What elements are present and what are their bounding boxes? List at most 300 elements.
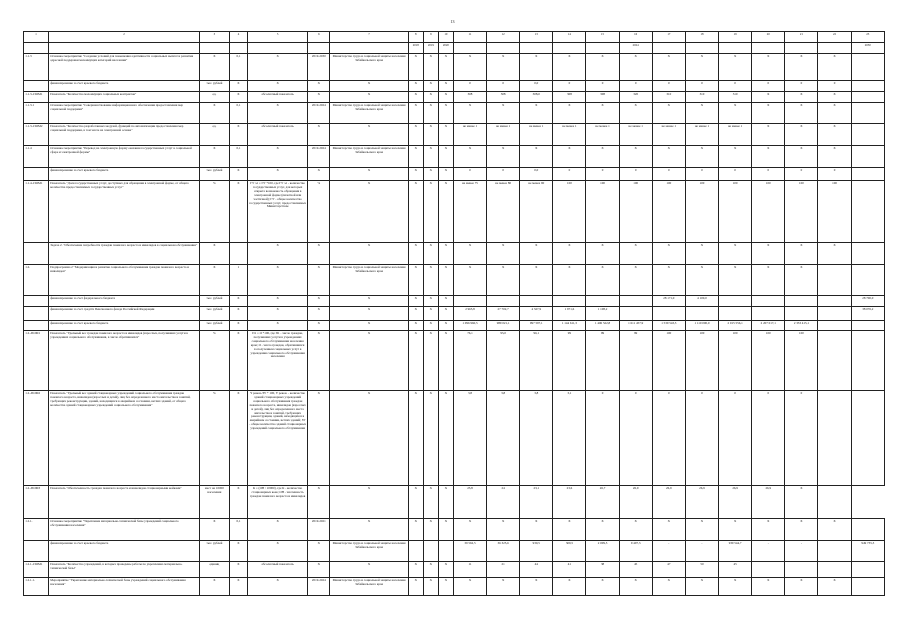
value-cell: X bbox=[619, 265, 652, 296]
value-cell: X bbox=[308, 307, 330, 321]
value-cell: 100 bbox=[752, 331, 785, 391]
row-code-cell: 1.2.1.1. bbox=[24, 578, 49, 596]
row-code-cell bbox=[24, 541, 49, 562]
value-cell: X bbox=[487, 265, 520, 296]
value-cell: X bbox=[785, 519, 818, 541]
value-cell: X bbox=[423, 321, 438, 331]
row-title-cell: Показатель "Доля государственных услуг, доступных для обращения в электронной форме, от общего количества предоставляемых государственных услуг" bbox=[49, 181, 200, 243]
value-cell: 27 702,7 bbox=[487, 307, 520, 321]
header-cell: 23 bbox=[851, 32, 884, 43]
value-cell: X bbox=[308, 296, 330, 307]
value-cell: X bbox=[685, 54, 718, 81]
value-cell: П1 = О *100, где П1 - число граждан, получивших услуги в учреждениях социального обслуживания населения края; О - число граждан, обратившихся за получением социальных услуг в учреждения социального обслуживания населения bbox=[248, 331, 308, 391]
value-cell: не менее 80 bbox=[487, 181, 520, 243]
value-cell: X bbox=[229, 168, 247, 181]
value-cell: 23,6 bbox=[553, 486, 586, 519]
value-cell: X bbox=[199, 265, 229, 296]
value-cell: 0 bbox=[453, 168, 486, 181]
value-cell: X bbox=[308, 265, 330, 296]
value-cell bbox=[719, 307, 752, 321]
value-cell: X bbox=[520, 103, 553, 124]
value-cell bbox=[851, 519, 884, 541]
value-cell: X bbox=[818, 519, 851, 541]
value-cell: X bbox=[652, 265, 685, 296]
value-cell: X bbox=[308, 541, 330, 562]
value-cell: X bbox=[408, 562, 423, 578]
header-cell: 11 bbox=[453, 32, 486, 43]
value-cell: К = (ОН / 10000), где К - количество стационарных коек; ОН - численность граждан пожилого возраста и инвалидов bbox=[248, 486, 308, 519]
value-cell bbox=[851, 181, 884, 243]
value-cell bbox=[851, 321, 884, 331]
row-title-cell: финансирование за счет краевого бюджета bbox=[49, 541, 200, 562]
value-cell: X bbox=[652, 578, 685, 596]
value-cell: X bbox=[408, 146, 423, 168]
value-cell: 0 bbox=[586, 391, 619, 486]
row-title-cell: Мероприятие "Укрепление материально-технической базы учреждений социального обслуживания населения" bbox=[49, 578, 200, 596]
table-row bbox=[24, 81, 885, 92]
value-cell: 50 bbox=[685, 562, 718, 578]
value-cell: X bbox=[248, 54, 308, 81]
value-cell: 100 bbox=[619, 181, 652, 243]
value-cell: 997 597,1 bbox=[520, 321, 553, 331]
table-row bbox=[24, 578, 885, 596]
value-cell: X bbox=[408, 181, 423, 243]
value-cell bbox=[851, 103, 884, 124]
value-cell bbox=[851, 81, 884, 92]
value-cell: 9 497,3 bbox=[619, 541, 652, 562]
row-title-cell: Показатель "Обеспеченность граждан пожилого возраста и инвалидов стационарными койками" bbox=[49, 486, 200, 519]
value-cell: X bbox=[229, 562, 247, 578]
table-row bbox=[24, 103, 885, 124]
table-row bbox=[24, 124, 885, 146]
value-cell: X bbox=[408, 92, 423, 103]
table-row bbox=[24, 168, 885, 181]
value-cell: X bbox=[785, 92, 818, 103]
value-cell: X bbox=[408, 486, 423, 519]
header-cell: 10 bbox=[438, 32, 453, 43]
value-cell: X bbox=[229, 391, 247, 486]
value-cell: X bbox=[229, 578, 247, 596]
value-cell: X bbox=[818, 146, 851, 168]
header-cell: 17 bbox=[652, 32, 685, 43]
value-cell bbox=[719, 296, 752, 307]
value-cell: X bbox=[553, 265, 586, 296]
value-cell: ГУ эл = ГУ *100, где ГУ эл - количество государственных услуг, для которых открыта возможность обращения в электронной форме (пилотной или частичной); ГУ - общее количество государственных услуг, предоставляемых Министерством bbox=[248, 181, 308, 243]
value-cell: 100 bbox=[818, 181, 851, 243]
value-cell: X bbox=[330, 81, 408, 92]
value-cell: X bbox=[248, 307, 308, 321]
value-cell: Министерство труда и социальной защиты населения Забайкальского края bbox=[330, 265, 408, 296]
value-cell: X bbox=[423, 331, 438, 391]
value-cell: X bbox=[330, 168, 408, 181]
header-cell bbox=[199, 43, 229, 54]
value-cell: 2 015 556,1 bbox=[719, 321, 752, 331]
header-cell bbox=[785, 43, 818, 54]
value-cell: X bbox=[423, 391, 438, 486]
value-cell: 26,9 bbox=[752, 486, 785, 519]
value-cell: 0 bbox=[652, 168, 685, 181]
header-cell bbox=[520, 43, 553, 54]
value-cell: X bbox=[520, 578, 553, 596]
value-cell: X bbox=[330, 562, 408, 578]
value-cell: 0 bbox=[719, 168, 752, 181]
value-cell: 3,8 bbox=[487, 391, 520, 486]
value-cell: X bbox=[408, 243, 423, 265]
header-cell bbox=[652, 43, 685, 54]
value-cell: тыс. рублей bbox=[199, 81, 229, 92]
value-cell: 2019-2024 bbox=[308, 103, 330, 124]
value-cell: X bbox=[229, 321, 247, 331]
row-code-cell: 1.1.3 bbox=[24, 54, 49, 81]
value-cell: X bbox=[438, 243, 453, 265]
value-cell: X bbox=[438, 81, 453, 92]
value-cell: X bbox=[487, 578, 520, 596]
value-cell: X bbox=[586, 519, 619, 541]
value-cell: 308 bbox=[453, 92, 486, 103]
value-cell: X bbox=[785, 486, 818, 519]
value-cell bbox=[851, 331, 884, 391]
table-row bbox=[24, 296, 885, 307]
value-cell: X bbox=[752, 519, 785, 541]
value-cell: X bbox=[520, 146, 553, 168]
value-cell bbox=[553, 296, 586, 307]
value-cell: 0,1 bbox=[229, 519, 247, 541]
value-cell: X bbox=[652, 103, 685, 124]
value-cell: 0 bbox=[553, 168, 586, 181]
value-cell: X bbox=[423, 181, 438, 243]
value-cell: 1 110 000,0 bbox=[685, 321, 718, 331]
header-cell: 4 bbox=[229, 32, 247, 43]
value-cell: X bbox=[438, 181, 453, 243]
value-cell: 100 bbox=[586, 181, 619, 243]
value-cell bbox=[851, 562, 884, 578]
value-cell: X bbox=[453, 578, 486, 596]
value-cell: X bbox=[438, 124, 453, 146]
row-code-cell: 1.2.-ПОМ2 bbox=[24, 391, 49, 486]
value-cell: X bbox=[199, 243, 229, 265]
value-cell: 949 735,3 bbox=[851, 541, 884, 562]
value-cell: 45 bbox=[719, 562, 752, 578]
value-cell: X bbox=[423, 81, 438, 92]
value-cell: не менее 1 bbox=[586, 124, 619, 146]
value-cell: не менее 75 bbox=[453, 181, 486, 243]
value-cell: X bbox=[330, 321, 408, 331]
value-cell: X bbox=[438, 103, 453, 124]
value-cell bbox=[785, 562, 818, 578]
header-cell bbox=[308, 43, 330, 54]
value-cell: X bbox=[408, 296, 423, 307]
value-cell: X bbox=[619, 54, 652, 81]
value-cell: X bbox=[453, 243, 486, 265]
value-cell: X bbox=[652, 54, 685, 81]
row-code-cell: 1.1.3.-ПОМ2 bbox=[24, 124, 49, 146]
value-cell: X bbox=[752, 124, 785, 146]
value-cell: 100 bbox=[652, 331, 685, 391]
value-cell: - bbox=[652, 541, 685, 562]
value-cell: X bbox=[423, 54, 438, 81]
value-cell: X bbox=[719, 103, 752, 124]
value-cell bbox=[851, 168, 884, 181]
value-cell: 310 bbox=[652, 92, 685, 103]
value-cell: X bbox=[423, 265, 438, 296]
header-cell: 6 bbox=[308, 32, 330, 43]
value-cell: 2019-2024 bbox=[308, 146, 330, 168]
value-cell: X bbox=[308, 331, 330, 391]
value-cell: X bbox=[487, 243, 520, 265]
value-cell: X bbox=[308, 124, 330, 146]
value-cell: не менее 1 bbox=[619, 124, 652, 146]
value-cell: X bbox=[752, 265, 785, 296]
value-cell: X bbox=[408, 168, 423, 181]
value-cell bbox=[818, 265, 851, 296]
header-cell: 19 bbox=[719, 32, 752, 43]
value-cell: X bbox=[330, 519, 408, 541]
value-cell bbox=[818, 486, 851, 519]
row-code-cell bbox=[24, 243, 49, 265]
value-cell: X bbox=[818, 103, 851, 124]
value-cell: X bbox=[553, 519, 586, 541]
value-cell: X bbox=[553, 103, 586, 124]
value-cell: X bbox=[229, 124, 247, 146]
header-cell: 2018 bbox=[408, 43, 423, 54]
value-cell: X bbox=[199, 146, 229, 168]
value-cell bbox=[818, 562, 851, 578]
value-cell: X bbox=[330, 486, 408, 519]
value-cell: X bbox=[453, 54, 486, 81]
value-cell bbox=[752, 296, 785, 307]
row-title-cell: Показатель "Удельный вес граждан пожилого возраста и инвалидов (взрослых, получивших услуги в учреждениях социального обслуживания, в числе обратившихся" bbox=[49, 331, 200, 391]
value-cell: X bbox=[308, 92, 330, 103]
value-cell: X bbox=[408, 103, 423, 124]
value-cell: X bbox=[719, 265, 752, 296]
value-cell bbox=[818, 541, 851, 562]
value-cell: X bbox=[308, 81, 330, 92]
value-cell: X bbox=[408, 81, 423, 92]
value-cell: 100 bbox=[785, 331, 818, 391]
value-cell: X bbox=[619, 578, 652, 596]
value-cell: X bbox=[308, 243, 330, 265]
row-title-cell: Задача 2. "Обеспечение потребности граждан пожилого возраста и инвалидов в социальном обслуживании" bbox=[49, 243, 200, 265]
value-cell: 47 bbox=[652, 562, 685, 578]
table-row bbox=[24, 486, 885, 519]
value-cell: X bbox=[553, 578, 586, 596]
row-code-cell: 1.2.1.-ПОМ1 bbox=[24, 562, 49, 578]
value-cell bbox=[487, 296, 520, 307]
value-cell: 11 bbox=[453, 562, 486, 578]
value-cell: X bbox=[438, 578, 453, 596]
table-row bbox=[24, 541, 885, 562]
value-cell bbox=[229, 243, 247, 265]
value-cell bbox=[453, 296, 486, 307]
value-cell: X bbox=[438, 486, 453, 519]
row-title-cell: финансирование за счет краевого бюджета bbox=[49, 321, 200, 331]
value-cell: X bbox=[785, 243, 818, 265]
value-cell bbox=[851, 54, 884, 81]
header-cell bbox=[818, 43, 851, 54]
value-cell: X bbox=[520, 243, 553, 265]
value-cell: X bbox=[423, 243, 438, 265]
value-cell: 1 539 543,3 bbox=[652, 321, 685, 331]
value-cell: X bbox=[330, 124, 408, 146]
value-cell: X bbox=[248, 519, 308, 541]
header-cell: 7 bbox=[330, 32, 408, 43]
header-cell: 22 bbox=[818, 32, 851, 43]
header-cell: 21 bbox=[785, 32, 818, 43]
row-title-cell: Основное мероприятие "Создание условий для повышения адаптивности социальных выплат и развития адресной поддержки малоимущих категорий населения" bbox=[49, 54, 200, 81]
value-cell: 99 bbox=[586, 331, 619, 391]
value-cell: X bbox=[199, 519, 229, 541]
value-cell: X bbox=[487, 103, 520, 124]
value-cell: X bbox=[487, 54, 520, 81]
value-cell: 96,1 bbox=[520, 331, 553, 391]
value-cell: 41 bbox=[553, 562, 586, 578]
value-cell: X bbox=[586, 265, 619, 296]
value-cell: X bbox=[423, 307, 438, 321]
row-title-cell: Основное мероприятие "Перевод на электронную форму оказания государственных услуг в социальной сфере и электронной формы" bbox=[49, 146, 200, 168]
value-cell: X bbox=[438, 321, 453, 331]
value-cell: X bbox=[719, 243, 752, 265]
value-cell: X bbox=[785, 578, 818, 596]
value-cell: X bbox=[408, 331, 423, 391]
row-title-cell: финансирование за счет краевого бюджета bbox=[49, 81, 200, 92]
value-cell: X bbox=[438, 331, 453, 391]
row-code-cell: 1.1.4.-ПОМ1 bbox=[24, 181, 49, 243]
header-cell: 13 bbox=[520, 32, 553, 43]
value-cell: X bbox=[685, 265, 718, 296]
value-cell: X bbox=[408, 265, 423, 296]
value-cell: X bbox=[423, 486, 438, 519]
value-cell: X bbox=[229, 181, 247, 243]
value-cell: X bbox=[586, 578, 619, 596]
value-cell: X bbox=[487, 519, 520, 541]
value-cell: X bbox=[438, 54, 453, 81]
page-number: 13 bbox=[450, 19, 455, 24]
value-cell: X bbox=[330, 307, 408, 321]
value-cell: 310 bbox=[719, 92, 752, 103]
value-cell: X bbox=[248, 103, 308, 124]
table-row bbox=[24, 54, 885, 81]
value-cell: X bbox=[308, 486, 330, 519]
value-cell: 0 bbox=[785, 168, 818, 181]
value-cell: X bbox=[408, 307, 423, 321]
value-cell: X bbox=[229, 307, 247, 321]
value-cell: X bbox=[453, 103, 486, 124]
value-cell: 0 bbox=[785, 391, 818, 486]
value-cell: X bbox=[199, 54, 229, 81]
value-cell: 93,0 bbox=[487, 331, 520, 391]
value-cell: X bbox=[330, 391, 408, 486]
value-cell: X bbox=[438, 265, 453, 296]
value-cell: X bbox=[423, 92, 438, 103]
row-title-cell: Показатель "Удельный вес зданий стационарных учреждений социального обслуживания граждан пожилого возраста, инвалидов (взрослых и детей), лиц без определенного места жительства и занятий, требующих реконструкции, зданий, находящихся в аварийном состоянии, ветхих зданий, от общего количества зданий стационарных учреждений социального обслуживания" bbox=[49, 391, 200, 486]
value-cell: 23,8 bbox=[453, 486, 486, 519]
table-row bbox=[24, 321, 885, 331]
value-cell: 2019-2024 bbox=[308, 578, 330, 596]
header-cell bbox=[553, 43, 586, 54]
value-cell: X bbox=[553, 243, 586, 265]
value-cell: X bbox=[423, 296, 438, 307]
value-cell bbox=[752, 307, 785, 321]
value-cell bbox=[619, 296, 652, 307]
value-cell: не менее 1 bbox=[453, 124, 486, 146]
value-cell: не менее 1 bbox=[652, 124, 685, 146]
value-cell: 0 bbox=[487, 168, 520, 181]
value-cell: не менее 1 bbox=[487, 124, 520, 146]
value-cell: 0 bbox=[685, 81, 718, 92]
value-cell: X bbox=[553, 54, 586, 81]
value-cell: 0 bbox=[752, 391, 785, 486]
value-cell: X bbox=[719, 54, 752, 81]
value-cell: X bbox=[330, 181, 408, 243]
value-cell: X bbox=[423, 562, 438, 578]
row-title-cell: Основное мероприятие "Укрепление материально-технической базы учреждений социального обслуживания населения" bbox=[49, 519, 200, 541]
header-cell: 3 bbox=[199, 32, 229, 43]
value-cell: X bbox=[229, 81, 247, 92]
value-cell: 100 bbox=[752, 181, 785, 243]
value-cell: не менее 1 bbox=[719, 124, 752, 146]
value-cell: X bbox=[553, 146, 586, 168]
value-cell: X bbox=[330, 92, 408, 103]
value-cell: X bbox=[438, 307, 453, 321]
value-cell: X bbox=[423, 103, 438, 124]
value-cell: X bbox=[818, 243, 851, 265]
value-cell: X bbox=[248, 243, 308, 265]
row-code-cell bbox=[24, 296, 49, 307]
value-cell: ед. bbox=[199, 92, 229, 103]
value-cell: X bbox=[229, 486, 247, 519]
table-row bbox=[24, 181, 885, 243]
row-code-cell: 1.2.-ПОМ1 bbox=[24, 331, 49, 391]
value-cell: X bbox=[685, 146, 718, 168]
value-cell: Министерство труда и социальной защиты населения Забайкальского края bbox=[330, 103, 408, 124]
value-cell: X bbox=[752, 243, 785, 265]
header-cell: 1 bbox=[24, 32, 49, 43]
value-cell: X bbox=[308, 562, 330, 578]
header-cell bbox=[330, 43, 408, 54]
row-title-cell: финансирование за счет средств Пенсионного фонда Российской Федерации bbox=[49, 307, 200, 321]
value-cell: X bbox=[229, 296, 247, 307]
value-cell: 1 144 611,3 bbox=[553, 321, 586, 331]
header-cell: 20 bbox=[752, 32, 785, 43]
value-cell: 939 544,7 bbox=[719, 541, 752, 562]
header-cell bbox=[229, 43, 247, 54]
value-cell: X bbox=[785, 103, 818, 124]
value-cell bbox=[851, 578, 884, 596]
value-cell: X bbox=[438, 92, 453, 103]
header-cell: 18 bbox=[685, 32, 718, 43]
value-cell: X bbox=[652, 243, 685, 265]
value-cell: X bbox=[818, 92, 851, 103]
value-cell: 99 bbox=[553, 331, 586, 391]
value-cell: - bbox=[685, 541, 718, 562]
value-cell: X bbox=[248, 578, 308, 596]
value-cell bbox=[818, 331, 851, 391]
value-cell: 100 bbox=[685, 331, 718, 391]
value-cell: тыс. рублей bbox=[199, 168, 229, 181]
value-cell: 2 009,5 bbox=[586, 541, 619, 562]
value-cell: 0 bbox=[752, 168, 785, 181]
value-cell: X bbox=[308, 168, 330, 181]
value-cell: 0 bbox=[619, 391, 652, 486]
value-cell: 28 171,0 bbox=[652, 296, 685, 307]
value-cell: X bbox=[619, 519, 652, 541]
value-cell: 3,8 bbox=[520, 391, 553, 486]
value-cell: X bbox=[248, 168, 308, 181]
header-cell bbox=[752, 43, 785, 54]
value-cell bbox=[408, 541, 423, 562]
row-title-cell: Показатель "Количество малоимущих социальных контрактов" bbox=[49, 92, 200, 103]
value-cell: 0 bbox=[586, 81, 619, 92]
